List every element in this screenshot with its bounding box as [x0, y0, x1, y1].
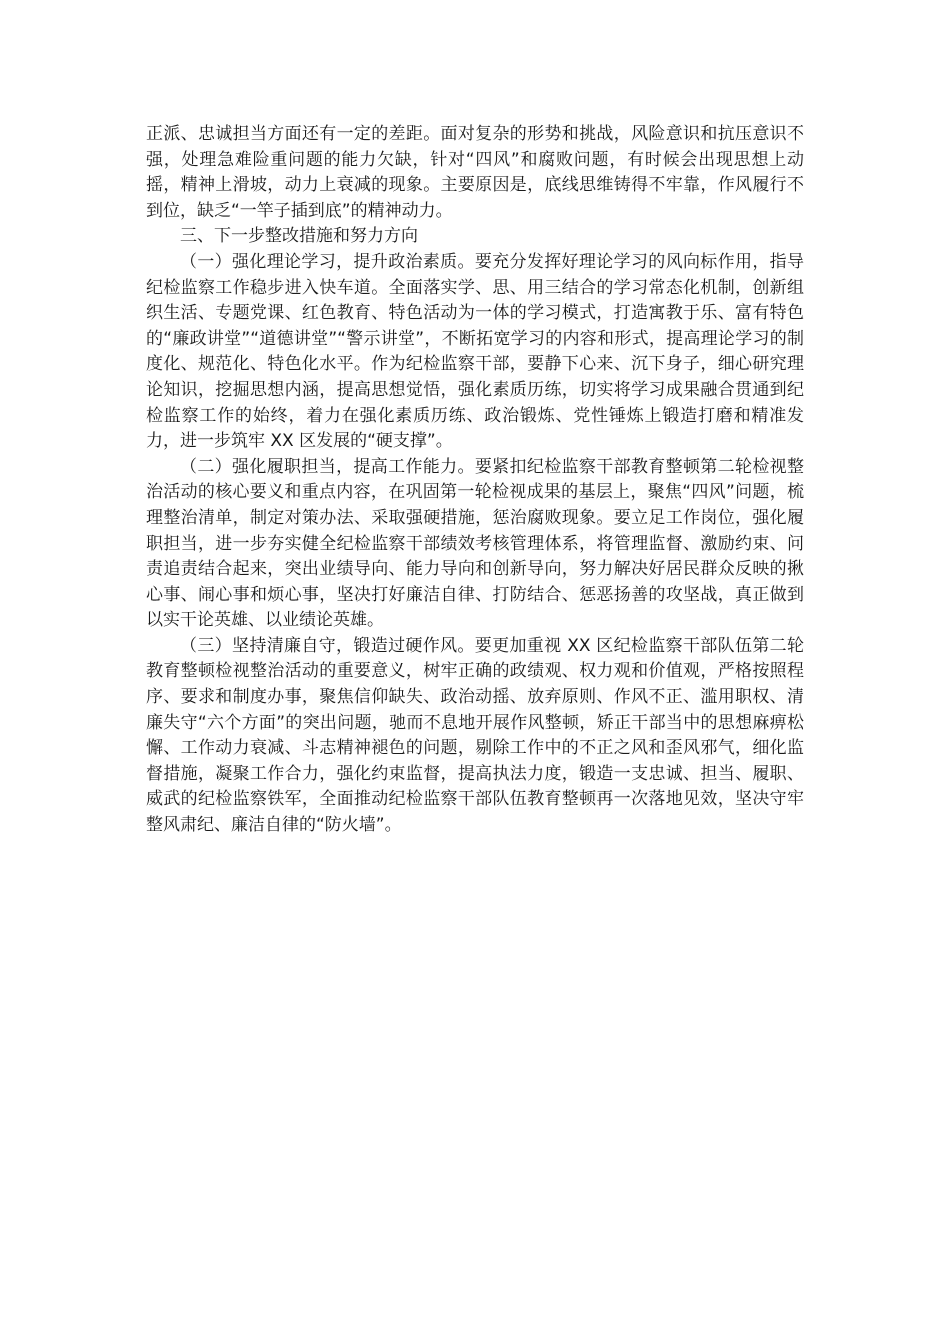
section-heading: 三、下一步整改措施和努力方向	[180, 226, 418, 247]
paragraph-continuation: 正派、忠诚担当方面还有一定的差距。面对复杂的形势和挑战，风险意识和抗压意识不强，处理急难险重问题的能力欠缺，针对“四风”和腐败问题，有时候会出现思想上动摇，精神上滑坡，动力上衰减的现象。主要原因是，底线思维铸得不牢靠，作风履行不到位，缺乏“一竿子插到底”的精神动力。	[146, 124, 804, 221]
paragraph-item-1: （一）强化理论学习，提升政治素质。要充分发挥好理论学习的风向标作用，指导纪检监察工作稳步进入快车道。全面落实学、思、用三结合的学习常态化机制，创新组织生活、专题党课、红色教育、特色活动为一体的学习模式，打造寓教于乐、富有特色的“廉政讲堂”“道德讲堂”“警示讲堂”，不断拓宽学习的内容和形式，提高理论学习的制度化、规范化、特色化水平。作为纪检监察干部，要静下心来、沉下身子，细心研究理论知识，挖掘思想内涵，提高思想觉悟，强化素质历练，切实将学习成果融合贯通到纪检监察工作的始终，着力在强化素质历练、政治锻炼、党性锤炼上锻造打磨和精准发力，进一步筑牢 XX 区发展的“硬支撑”。	[146, 251, 804, 452]
document-body	[146, 122, 804, 839]
paragraph-item-3: （三）坚持清廉自守，锻造过硬作风。要更加重视 XX 区纪检监察干部队伍第二轮教育整顿检视整治活动的重要意义，树牢正确的政绩观、权力观和价值观，严格按照程序、要求和制度办事，聚焦信仰缺失、政治动摇、放弃原则、作风不正、滥用职权、清廉失守“六个方面”的突出问题，驰而不息地开展作风整顿，矫正干部当中的思想麻痹松懈、工作动力衰减、斗志精神褪色的问题，剔除工作中的不正之风和歪风邪气，细化监督措施，凝聚工作合力，强化约束监督，提高执法力度，锻造一支忠诚、担当、履职、威武的纪检监察铁军，全面推动纪检监察干部队伍教育整顿再一次落地见效，坚决守牢整风肃纪、廉洁自律的“防火墙”。	[146, 635, 804, 836]
paragraph-item-2: （二）强化履职担当，提高工作能力。要紧扣纪检监察干部教育整顿第二轮检视整治活动的核心要义和重点内容，在巩固第一轮检视成果的基层上，聚焦“四风”问题，梳理整治清单，制定对策办法、采取强硬措施，惩治腐败现象。要立足工作岗位，强化履职担当，进一步夯实健全纪检监察干部绩效考核管理体系，将管理监督、激励约束、问责追责结合起来，突出业绩导向、能力导向和创新导向，努力解决好居民群众反映的揪心事、闹心事和烦心事，坚决打好廉洁自律、打防结合、惩恶扬善的攻坚战，真正做到以实干论英雄、以业绩论英雄。	[146, 456, 804, 631]
